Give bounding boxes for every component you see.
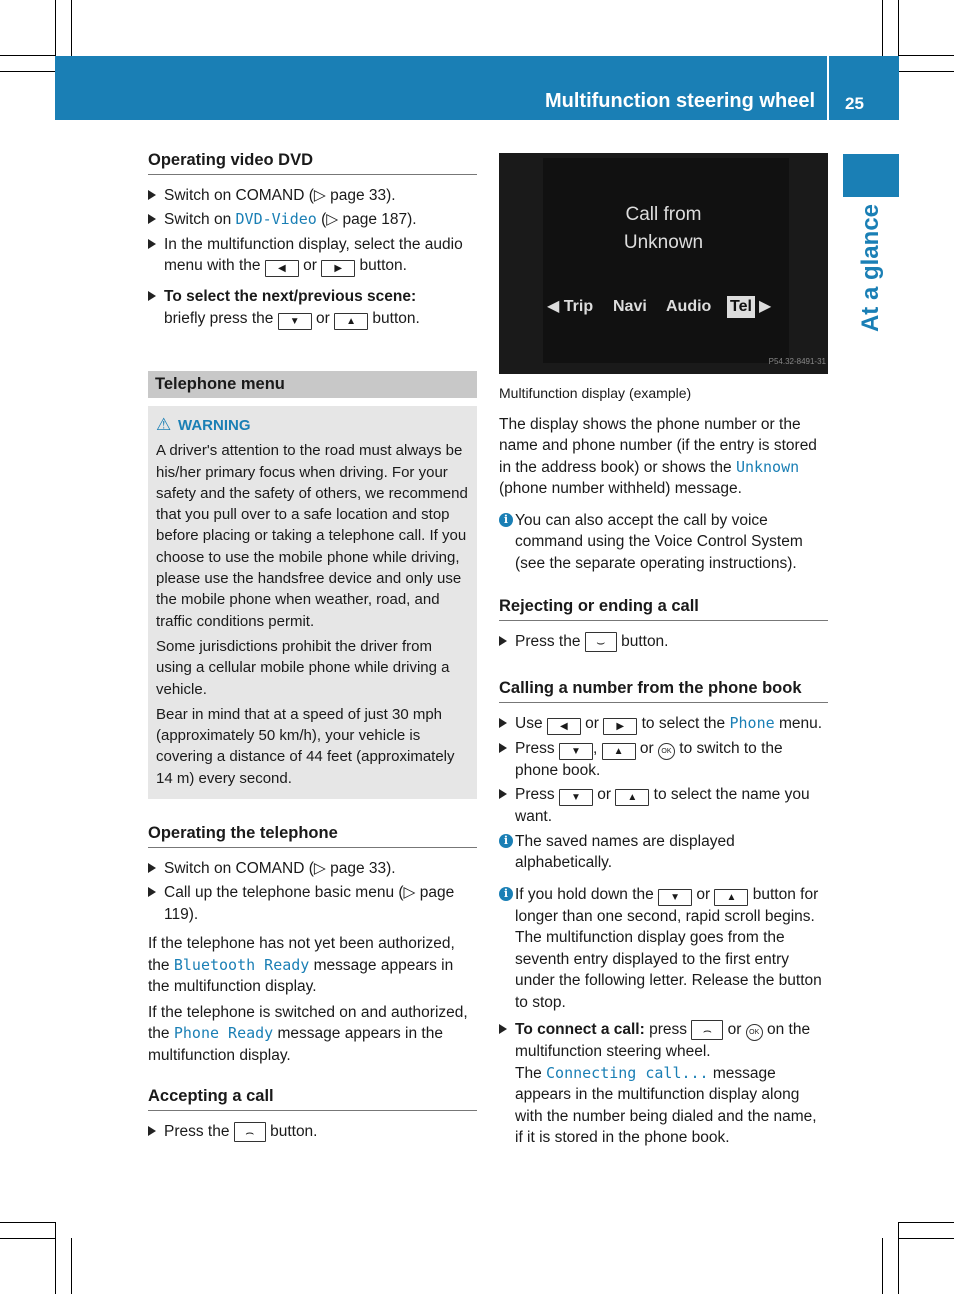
ok-key-icon: OK bbox=[746, 1024, 763, 1041]
right-key-icon: ▶ bbox=[603, 718, 637, 735]
warning-box bbox=[148, 406, 477, 799]
phone-end-key-icon: ⌣ bbox=[585, 632, 617, 652]
display-menu-bar bbox=[547, 294, 777, 320]
step-text: Switch on COMAND (▷ page 33). bbox=[164, 186, 396, 204]
list-item bbox=[499, 713, 828, 735]
step-text: Press the bbox=[164, 1122, 234, 1140]
section-heading-operating: Operating the telephone bbox=[148, 823, 477, 848]
section-heading-accepting: Accepting a call bbox=[148, 1086, 477, 1111]
list-item bbox=[148, 286, 477, 330]
crop-mark bbox=[71, 1238, 72, 1294]
info-note bbox=[499, 510, 828, 575]
step-text: or bbox=[723, 1021, 746, 1038]
crop-mark bbox=[882, 0, 883, 56]
step-arrow-icon bbox=[499, 718, 507, 728]
warning-paragraph: A driver's attention to the road must always be his/her primary focus when driving. For your safety and the safety of others, we recommend that you pull over to a safe location and stop before placing or taking a telephone call. If you choose to use the mobile phone while driving, please use the handsfree device and only use the mobile phone when weather, road, and traffic conditions permit. bbox=[156, 442, 468, 630]
crop-mark bbox=[882, 1238, 883, 1294]
crop-mark bbox=[0, 71, 56, 72]
step-arrow-icon bbox=[148, 190, 156, 200]
step-text: on the multifunction steering wheel. bbox=[515, 1021, 811, 1060]
display-message: Phone bbox=[729, 713, 775, 732]
display-panel bbox=[543, 158, 789, 363]
step-text: button. bbox=[265, 1122, 318, 1140]
body-paragraph bbox=[148, 1002, 477, 1067]
down-key-icon: ▼ bbox=[278, 313, 312, 330]
step-text: Use bbox=[515, 714, 547, 732]
step-text: or bbox=[311, 309, 335, 327]
down-key-icon: ▼ bbox=[658, 889, 692, 906]
step-arrow-icon bbox=[148, 863, 156, 873]
info-icon: i bbox=[499, 513, 513, 527]
step-arrow-icon bbox=[499, 636, 507, 646]
body-text: If the telephone has not yet been authorized, the bbox=[148, 935, 455, 974]
step-text: to select the bbox=[637, 714, 730, 732]
up-key-icon: ▲ bbox=[334, 313, 368, 330]
info-note bbox=[499, 884, 828, 1014]
body-text: The display shows the phone number or the name and phone number (if the entry is stored in the address book) or shows the bbox=[499, 415, 817, 476]
display-caller bbox=[499, 201, 828, 257]
right-column bbox=[499, 153, 828, 1152]
step-arrow-icon bbox=[148, 1126, 156, 1136]
info-text: The saved names are displayed alphabetically. bbox=[515, 832, 735, 871]
step-text: Switch on COMAND (▷ page 33). bbox=[164, 859, 396, 877]
step-text: or bbox=[592, 786, 616, 803]
display-message: DVD-Video bbox=[235, 210, 317, 228]
page-header bbox=[55, 56, 899, 120]
step-arrow-icon bbox=[499, 743, 507, 753]
info-note bbox=[499, 831, 828, 874]
step-text: press bbox=[644, 1021, 692, 1038]
step-text: Switch on bbox=[164, 211, 236, 228]
body-text: (phone number withheld) message. bbox=[499, 480, 742, 497]
step-text: to select the name you want. bbox=[515, 786, 810, 825]
info-text: button for longer than one second, rapid scroll begins. The multifunction display goes from the seventh entry displayed to the first entry under the following letter. Release the button to stop. bbox=[515, 885, 822, 1011]
crop-mark bbox=[898, 1238, 954, 1239]
step-arrow-icon bbox=[148, 291, 156, 301]
info-text: If you hold down the bbox=[515, 885, 659, 903]
list-item bbox=[499, 784, 828, 828]
body-paragraph bbox=[499, 414, 828, 500]
step-arrow-icon bbox=[499, 1024, 507, 1034]
warning-title bbox=[156, 414, 469, 436]
left-key-icon: ◀ bbox=[547, 718, 581, 735]
display-menu-item: ◀ Trip bbox=[547, 298, 594, 315]
body-paragraph bbox=[148, 933, 477, 998]
section-heading-phonebook: Calling a number from the phone book bbox=[499, 678, 828, 703]
body-text: message appears in the multifunction display. bbox=[148, 956, 454, 996]
step-text: button. bbox=[355, 257, 407, 274]
list-item bbox=[499, 1019, 828, 1149]
up-key-icon: ▲ bbox=[714, 889, 748, 906]
crop-mark bbox=[55, 1222, 56, 1294]
phone-accept-key-icon: ⌢ bbox=[234, 1122, 266, 1142]
crop-mark bbox=[0, 1222, 56, 1223]
step-text: Press bbox=[515, 739, 559, 757]
section-heading-rejecting: Rejecting or ending a call bbox=[499, 596, 828, 621]
image-code: P54.32-8491-31 bbox=[768, 356, 826, 366]
crop-mark bbox=[71, 0, 72, 56]
display-line: Unknown bbox=[623, 232, 704, 253]
page-title: Multifunction steering wheel bbox=[544, 90, 815, 112]
down-key-icon: ▼ bbox=[559, 743, 593, 760]
warning-paragraph: Some jurisdictions prohibit the driver from using a cellular mobile phone while driving a vehicle. bbox=[156, 637, 450, 698]
up-key-icon: ▲ bbox=[602, 743, 636, 760]
step-text: or bbox=[635, 739, 658, 757]
step-text: menu. bbox=[774, 714, 823, 732]
info-text: or bbox=[692, 885, 715, 903]
list-item bbox=[148, 1121, 477, 1143]
list-item bbox=[499, 738, 828, 782]
step-text: Press bbox=[515, 786, 559, 803]
crop-mark bbox=[898, 1222, 899, 1294]
warning-triangle-icon: ⚠ bbox=[156, 415, 172, 434]
step-text: message appears in the multifunction display along with the number being dialed and the name, if it is stored in the phone book. bbox=[515, 1064, 817, 1146]
right-key-icon: ▶ bbox=[321, 260, 355, 277]
list-item bbox=[499, 631, 828, 653]
header-divider bbox=[827, 56, 829, 120]
step-bold-text: To select the next/previous scene: bbox=[164, 288, 417, 305]
crop-mark bbox=[898, 1222, 954, 1223]
info-icon: i bbox=[499, 834, 513, 848]
display-message: Phone Ready bbox=[173, 1024, 274, 1043]
display-menu-item-selected: Tel bbox=[727, 296, 755, 318]
step-text: briefly press the bbox=[164, 309, 278, 327]
display-menu-item: ▶ bbox=[759, 298, 772, 315]
crop-mark bbox=[898, 0, 899, 56]
list-item bbox=[148, 185, 477, 207]
side-tab-label: At a glance bbox=[857, 203, 884, 333]
section-heading-dvd: Operating video DVD bbox=[148, 150, 477, 175]
list-item bbox=[148, 882, 477, 925]
warning-paragraph: Bear in mind that at a speed of just 30 mph (approximately 50 km/h), your vehicle is covering a distance of 44 feet (approximately 14 m) every second. bbox=[156, 705, 455, 787]
crop-mark bbox=[898, 71, 954, 72]
side-tab bbox=[843, 154, 899, 197]
step-text: button. bbox=[616, 632, 669, 650]
page-number: 25 bbox=[845, 94, 864, 113]
step-text: Call up the telephone basic menu (▷ page 119). bbox=[164, 884, 455, 923]
step-text: or bbox=[580, 714, 604, 732]
step-arrow-icon bbox=[148, 239, 156, 249]
ok-key-icon: OK bbox=[658, 743, 675, 760]
up-key-icon: ▲ bbox=[615, 789, 649, 806]
multifunction-display-image bbox=[499, 153, 828, 374]
body-text: message appears in the multifunction display. bbox=[148, 1025, 443, 1064]
step-text: The bbox=[515, 1064, 547, 1082]
step-text: button. bbox=[368, 309, 420, 327]
left-column bbox=[148, 150, 477, 1145]
step-arrow-icon bbox=[499, 789, 507, 799]
step-text: In the multifunction display, select the audio menu with the bbox=[164, 235, 463, 274]
step-text: to switch to the phone book. bbox=[515, 739, 783, 779]
display-message: Connecting call... bbox=[546, 1063, 709, 1082]
display-message: Bluetooth Ready bbox=[173, 955, 310, 974]
step-arrow-icon bbox=[148, 214, 156, 224]
info-icon: i bbox=[499, 887, 513, 901]
crop-mark bbox=[898, 55, 954, 56]
list-item bbox=[148, 209, 477, 231]
phone-accept-key-icon: ⌢ bbox=[691, 1020, 723, 1040]
display-menu-item: Navi bbox=[613, 298, 647, 315]
display-line: Call from bbox=[625, 204, 702, 225]
step-arrow-icon bbox=[148, 887, 156, 897]
body-text: If the telephone is switched on and authorized, the bbox=[148, 1003, 468, 1043]
crop-mark bbox=[0, 55, 56, 56]
step-text: Press the bbox=[515, 632, 585, 650]
left-key-icon: ◀ bbox=[265, 260, 299, 277]
info-text: You can also accept the call by voice command using the Voice Control System (see the separate operating instructions). bbox=[515, 511, 803, 572]
step-text: (▷ page 187). bbox=[316, 211, 417, 228]
section-bar-telephone-menu: Telephone menu bbox=[148, 371, 477, 399]
crop-mark bbox=[55, 0, 56, 56]
image-caption: Multifunction display (example) bbox=[499, 385, 692, 401]
down-key-icon: ▼ bbox=[559, 789, 593, 806]
step-text: or bbox=[298, 257, 322, 274]
list-item bbox=[148, 234, 477, 278]
display-menu-item: Audio bbox=[666, 298, 712, 315]
step-text: , bbox=[592, 739, 602, 757]
crop-mark bbox=[0, 1238, 56, 1239]
warning-title-text: WARNING bbox=[178, 417, 251, 434]
list-item bbox=[148, 858, 477, 880]
step-bold-text: To connect a call: bbox=[515, 1021, 645, 1038]
display-message: Unknown bbox=[735, 457, 800, 476]
